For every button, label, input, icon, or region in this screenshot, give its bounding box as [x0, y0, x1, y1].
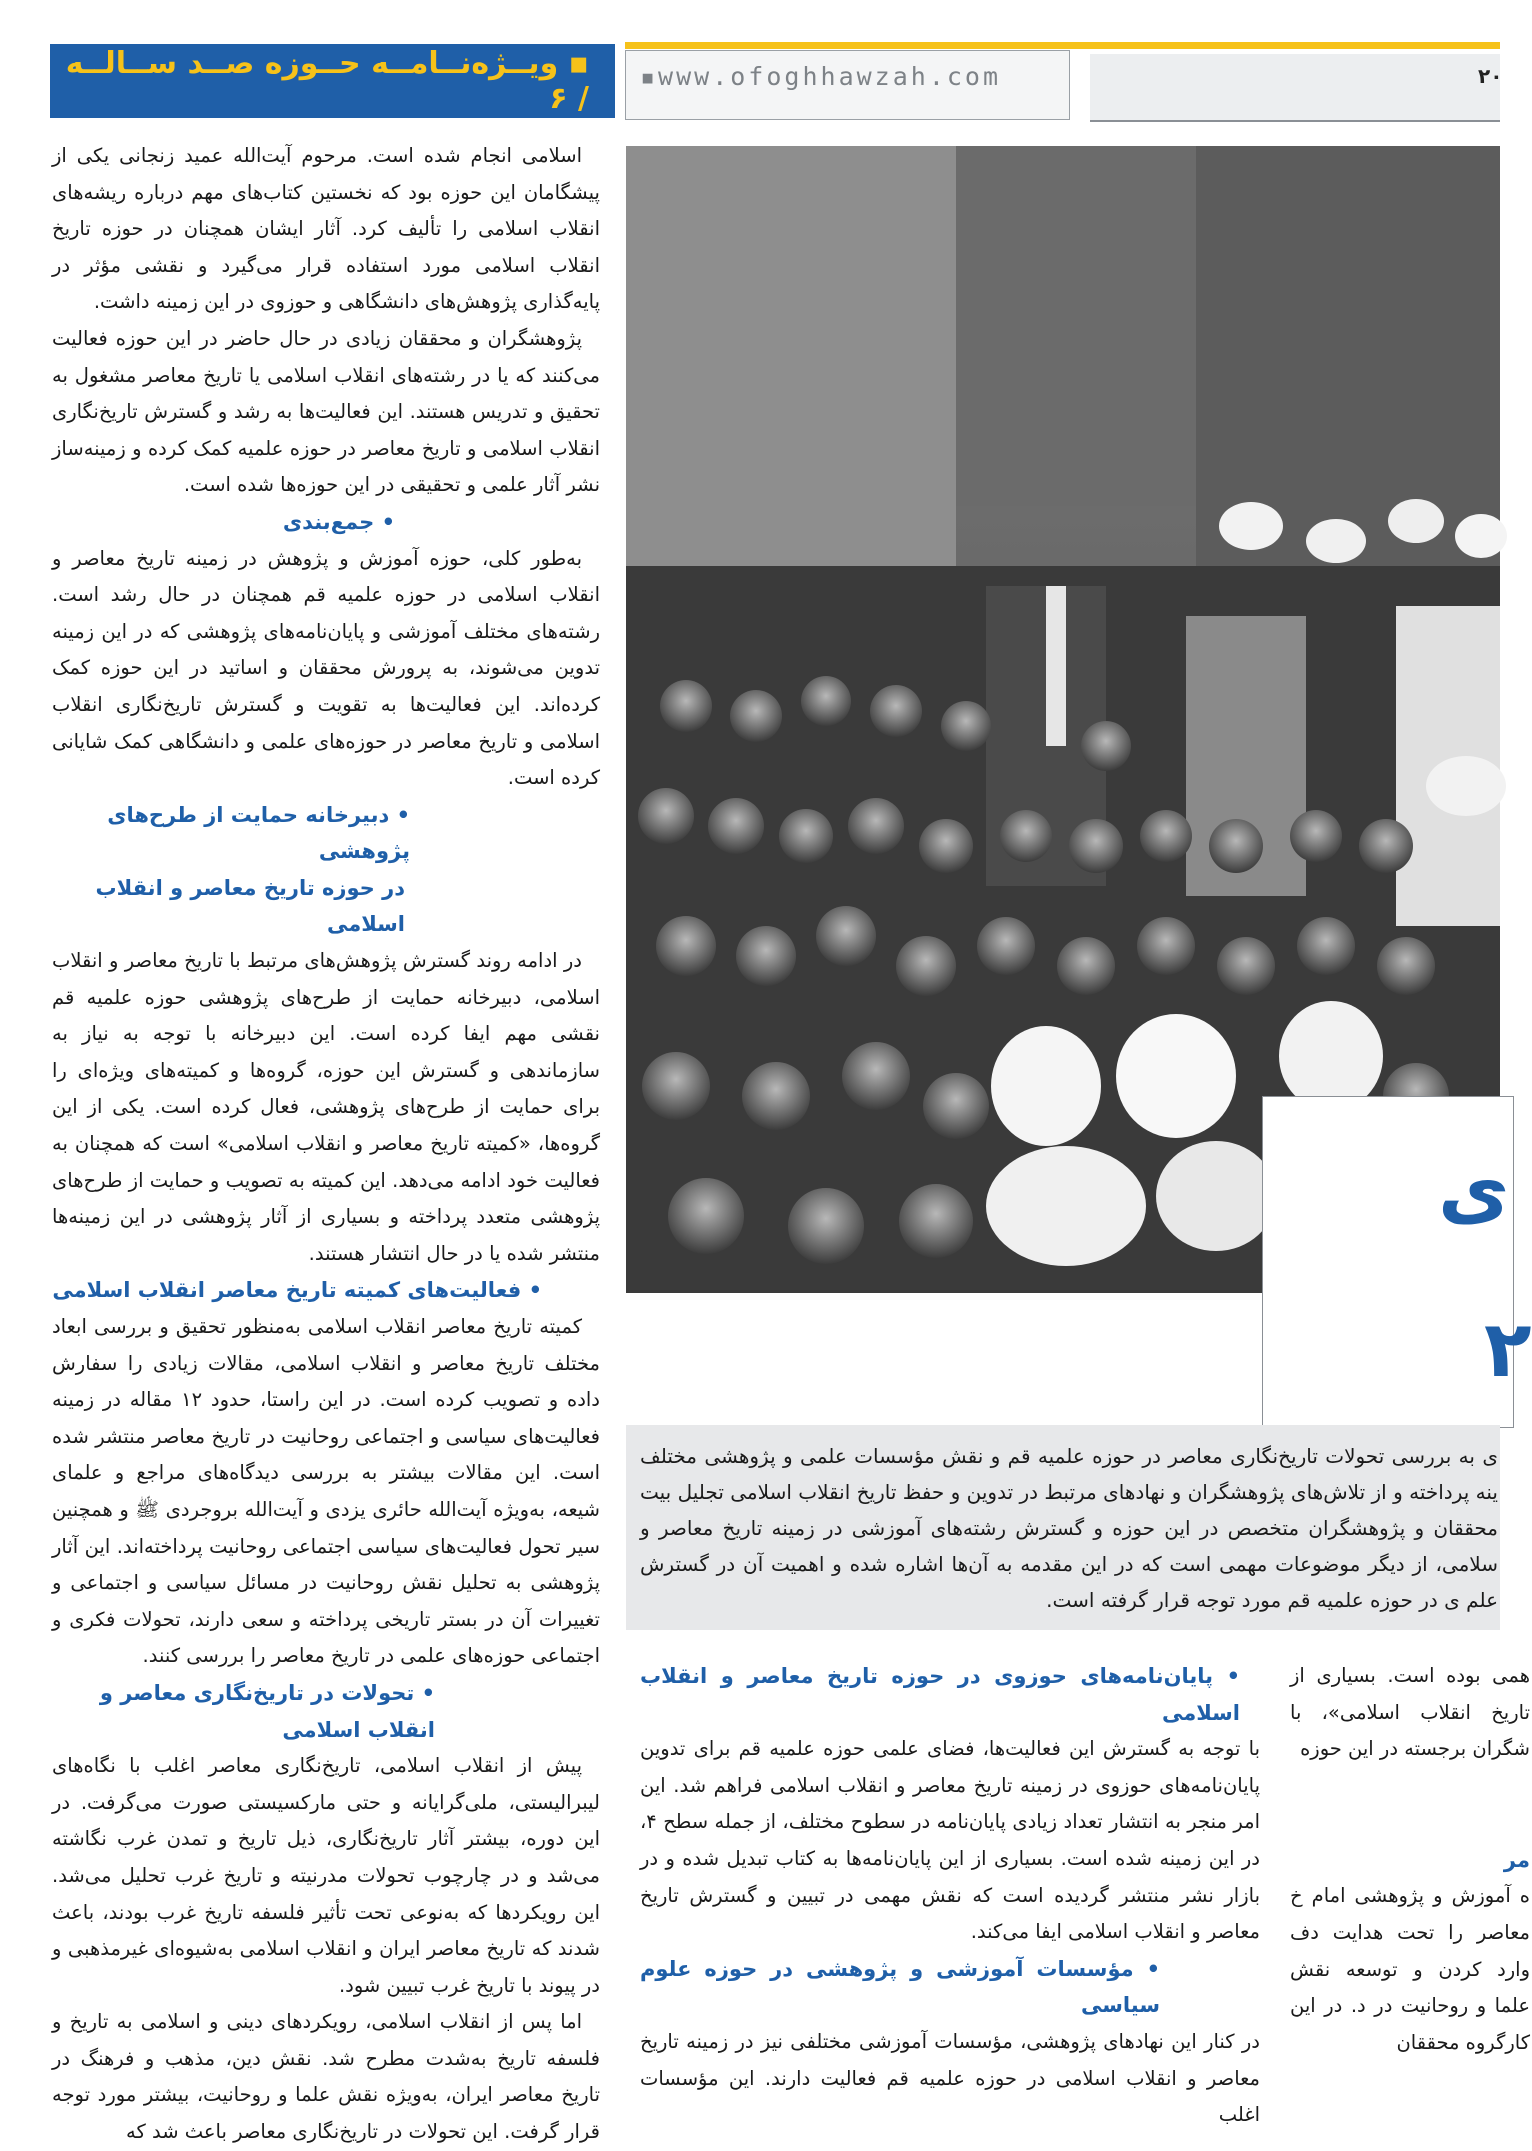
header-accent-bar — [625, 42, 1500, 49]
special-issue-banner — [50, 44, 615, 118]
middle-column — [640, 1658, 1260, 2134]
paragraph: ه آموزش و پژوهشی امام خ معاصر را تحت هدایت دف وارد کردن و توسعه نقش علما و روحانیت در د. در این کارگروه محققان — [1290, 1884, 1530, 2054]
section-heading-secretariat: • دبیرخانه حمایت از طرح‌های پژوهشی — [107, 802, 410, 864]
section-heading-theses: • پایان‌نامه‌های حوزوی در حوزه تاریخ معاصر و انقلاب اسلامی — [640, 1664, 1240, 1725]
paragraph: با توجه به گسترش این فعالیت‌ها، فضای علمی حوزه علمیه قم برای تدوین پایان‌نامه‌های حوزوی در زمینه تاریخ معاصر و انقلاب اسلامی فراهم شد. این امر منجر به انتشار تعداد زیادی پایان‌نامه در سطوح مختلف، از جمله سطح ۴، در این زمینه شده است. بسیاری از این پایان‌نامه‌ها به کتاب تبدیل شده و در بازار نشر منتشر گردیده است که نقش مهمی در تبیین و گسترش تاریخ معاصر و انقلاب اسلامی ایفا می‌کند. — [640, 1737, 1260, 1944]
paragraph: در کنار این نهادهای پژوهشی، مؤسسات آموزشی مختلفی نیز در زمینه تاریخ معاصر و انقلاب اسلامی در حوزه علمیه قم فعالیت دارند. این مؤسسات اغلب — [640, 2029, 1260, 2127]
right-column — [1290, 1658, 1530, 2061]
paragraph: اما پس از انقلاب اسلامی، رویکردهای دینی و اسلامی به تاریخ و فلسفه تاریخ به‌شدت مطرح شد. نقش دین، مذهب و فرهنگ در تاریخ معاصر ایران، به‌ویژه نقش علما و روحانیت، بیشتر مورد توجه قرار گرفت. این تحولات در تاریخ‌نگاری معاصر باعث شد که — [52, 2010, 600, 2144]
paragraph: پژوهشگران و محققان زیادی در حال حاضر در این حوزه فعالیت می‌کنند که یا در رشته‌های انقلاب اسلامی یا تاریخ معاصر مشغول به تحقیق و تدریس هستند. این فعالیت‌ها به رشد و گسترش تاریخ‌نگاری انقلاب اسلامی و تاریخ معاصر در حوزه علمیه کمک کرده و زمینه‌ساز نشر آثار علمی و تحقیقی در این حوزه‌ها شده است. — [52, 326, 600, 497]
right-column-clip — [1290, 1658, 1530, 2054]
section-heading-secretariat-sub: در حوزه تاریخ معاصر و انقلاب اسلامی — [95, 875, 405, 937]
website-url[interactable]: ▪www.ofoghhawzah.com — [640, 62, 1002, 91]
paragraph: اسلامی انجام شده است. مرحوم آیت‌الله عمید زنجانی یکی از پیشگامان این حوزه بود که نخستین کتاب‌های مهم درباره ریشه‌های انقلاب اسلامی را تألیف کرد. آثار ایشان همچنان در حوزه تاریخ انقلاب اسلامی مورد استفاده قرار می‌گیرد و نقشی مؤثر در پایه‌گذاری پژوهش‌های دانشگاهی و حوزوی در این زمینه داشت. — [52, 144, 600, 314]
headline-fragment: ی — [1438, 1145, 1510, 1235]
headline-fragment: ۲ — [1484, 1305, 1532, 1395]
special-issue-title: ▪ ویــژه‌نــامــه حــوزه صــد ســالــه / ۶ — [65, 46, 589, 116]
paragraph: کمیته تاریخ معاصر انقلاب اسلامی به‌منظور تحقیق و بررسی ابعاد مختلف تاریخ معاصر و انقلاب اسلامی، مقالات زیادی را سفارش داده و تصویب کرده است. در این راستا، حدود ۱۲ مقاله در زمینه فعالیت‌های سیاسی و اجتماعی روحانیت در تاریخ معاصر منتشر شده است. این مقالات بیشتر به بررسی دیدگاه‌های مراجع و علمای شیعه، به‌ویژه آیت‌الله حائری یزدی و آیت‌الله بروجردی ﷺ و همچنین سیر تحول فعالیت‌های سیاسی اجتماعی روحانیت پرداخته‌اند. این آثار پژوهشی به تحلیل نقش روحانیت در مسائل سیاسی و اجتماعی و تغییرات آن در بستر تاریخی پرداخته و سعی دارند، تحولات فکری و اجتماعی حوزه‌های علمی در تاریخ معاصر را بررسی کنند. — [52, 1315, 600, 1668]
section-heading-institutes: • مؤسسات آموزشی و پژوهشی در حوزه علوم سیاسی — [640, 1956, 1160, 2018]
paragraph: همی بوده است. بسیاری از تاریخ انقلاب اسلامی»، با شگران برجسته در این حوزه — [1290, 1664, 1530, 1761]
section-heading-committee: • فعالیت‌های کمیته تاریخ معاصر انقلاب اسلامی — [52, 1278, 542, 1303]
lead-text: ی به بررسی تحولات تاریخ‌نگاری معاصر در حوزه علمیه قم و نقش مؤسسات علمی و پژوهشی مختلف ینه پرداخته و از تلاش‌های پژوهشگران و نهادهای مرتبط در تدوین و حفظ تاریخ انقلاب اسلامی تجلیل بیت محققان و پژوهشگران متخصص در این حوزه و گسترش رشته‌های آموزشی در زمینه تاریخ معاصر و سلامی، از دیگر موضوعات مهمی است که در این مقدمه به آن‌ها اشاره شده و اهمیت آن در گسترش علم ی در حوزه علمیه قم مورد توجه قرار گرفته است. — [640, 1444, 1498, 1612]
section-heading-summary: • جمع‌بندی — [282, 509, 395, 534]
section-heading-historiography: • تحولات در تاریخ‌نگاری معاصر و انقلاب اسلامی — [99, 1680, 435, 1742]
left-column — [52, 138, 600, 2151]
section-heading-fragment: مر — [1503, 1847, 1530, 1872]
paragraph: به‌طور کلی، حوزه آموزش و پژوهش در زمینه تاریخ معاصر و انقلاب اسلامی در حوزه علمیه قم همچنان در حال رشد است. رشته‌های مختلف آموزشی و پایان‌نامه‌های پژوهشی که در این زمینه تدوین می‌شوند، به پرورش محققان و اساتید در این حوزه کمک کرده‌اند. این فعالیت‌ها به تقویت و گسترش تاریخ‌نگاری انقلاب اسلامی و تاریخ معاصر در حوزه‌های علمی و دانشگاهی کمک شایانی کرده است. — [52, 546, 600, 790]
header-bar — [1090, 54, 1503, 122]
paragraph: در ادامه روند گسترش پژوهش‌های مرتبط با تاریخ معاصر و انقلاب اسلامی، دبیرخانه حمایت از طرح‌های پژوهشی حوزه علمیه قم نقشی مهم ایفا کرده است. این دبیرخانه با توجه به نیاز به سازماندهی و گسترش این حوزه، گروه‌ها و کمیته‌های ویژه‌ای را برای حمایت از طرح‌های پژوهشی، فعال کرده است. یکی از این گروه‌ها، «کمیته تاریخ معاصر و انقلاب اسلامی» است که همچنان به فعالیت خود ادامه می‌دهد. این کمیته به تصویب و حمایت از طرح‌های پژوهشی متعدد پرداخته و بسیاری از آثار پژوهشی در این زمینه‌ها منتشر شده یا در حال انتشار هستند. — [52, 949, 600, 1265]
paragraph: پیش از انقلاب اسلامی، تاریخ‌نگاری معاصر اغلب با نگاه‌های لیبرالیستی، ملی‌گرایانه و حتی مارکسیستی صورت می‌گرفت. در این دوره، بیشتر آثار تاریخ‌نگاری، ذیل تاریخ و تمدن غرب نگاشته می‌شد و در چارچوب تحولات مدرنیته و تاریخ غرب تحلیل می‌شد. این رویکردها که به‌نوعی تحت تأثیر فلسفه تاریخ غرب بودند، باعث شدند که تاریخ معاصر ایران و انقلاب اسلامی به‌شیوه‌ای غیرمذهبی و در پیوند با تاریخ غرب تبیین شود. — [52, 1754, 600, 1997]
page-number: ۲۰ — [1478, 64, 1503, 88]
